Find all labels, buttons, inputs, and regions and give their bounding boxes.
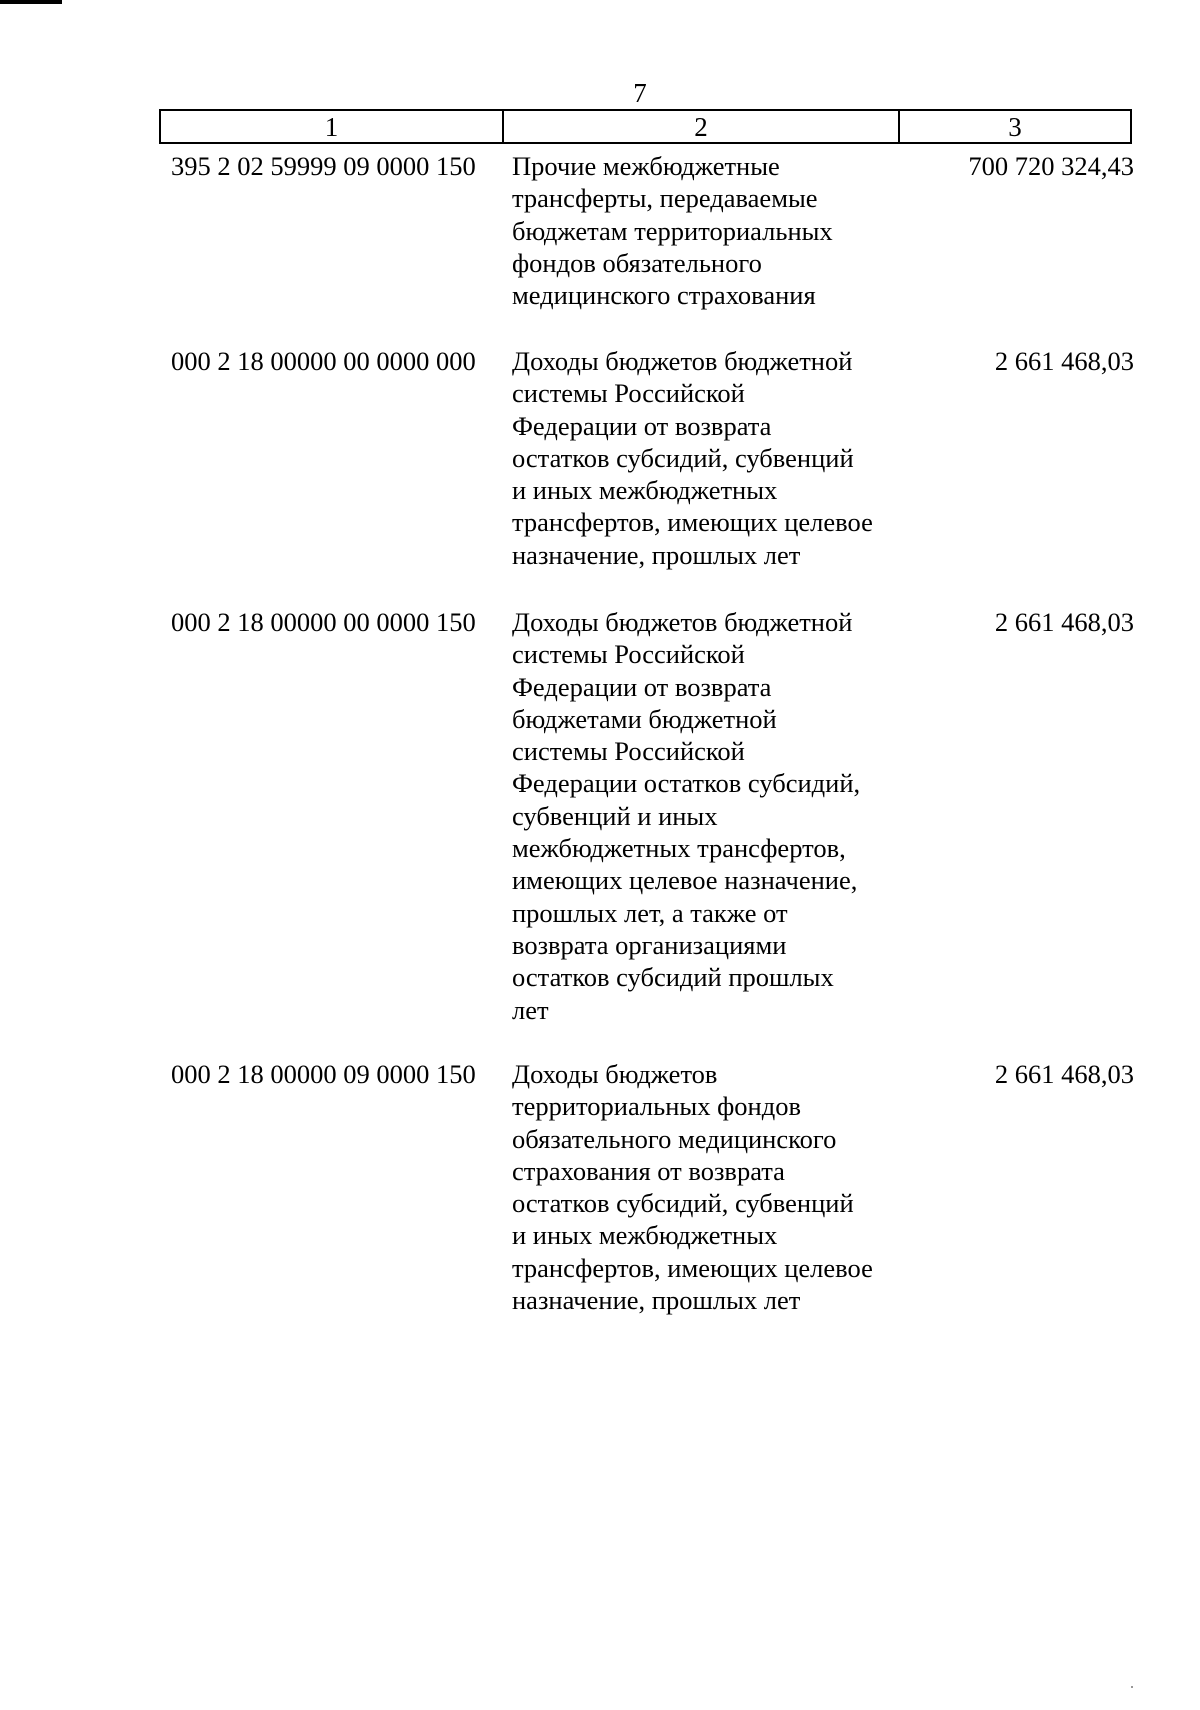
amount-value: 2 661 468,03 bbox=[994, 346, 1134, 376]
income-description: Доходы бюджетов бюджетной системы Российской Федерации от возврата остатков субсидий, субвенций и иных межбюджетных трансфертов, имеющих целевое назначение, прошлых лет bbox=[512, 346, 873, 570]
header-cell-2: 2 bbox=[502, 111, 898, 144]
budget-code: 000 2 18 00000 00 0000 000 bbox=[171, 346, 476, 376]
income-description: Доходы бюджетов бюджетной системы Российской Федерации от возврата бюджетами бюджетной системы Российской Федерации остатков субсидий, субвенций и иных межбюджетных трансфертов, имеющих целевое назначение, прошлых лет, а также от возврата организациями остатков субсидий прошлых лет bbox=[512, 607, 861, 1025]
page-number: 7 bbox=[633, 78, 647, 108]
amount-value: 2 661 468,03 bbox=[994, 1059, 1134, 1089]
income-description: Прочие межбюджетные трансферты, передаваемые бюджетам территориальных фондов обязательного медицинского страхования bbox=[512, 151, 833, 311]
budget-code: 000 2 18 00000 00 0000 150 bbox=[171, 607, 476, 637]
scan-dust-speck bbox=[1131, 1686, 1133, 1688]
table-header bbox=[159, 109, 1132, 144]
amount-value: 2 661 468,03 bbox=[994, 607, 1134, 637]
amount-value: 700 720 324,43 bbox=[968, 151, 1134, 181]
header-cell-1: 1 bbox=[324, 112, 339, 142]
budget-code: 395 2 02 59999 09 0000 150 bbox=[171, 151, 476, 181]
income-description: Доходы бюджетов территориальных фондов обязательного медицинского страхования от возврата остатков субсидий, субвенций и иных межбюджетных трансфертов, имеющих целевое назначение, прошлых лет bbox=[512, 1059, 873, 1316]
scan-edge-mark bbox=[0, 0, 62, 4]
budget-code: 000 2 18 00000 09 0000 150 bbox=[171, 1059, 476, 1089]
header-cell-3: 3 bbox=[898, 111, 1130, 144]
